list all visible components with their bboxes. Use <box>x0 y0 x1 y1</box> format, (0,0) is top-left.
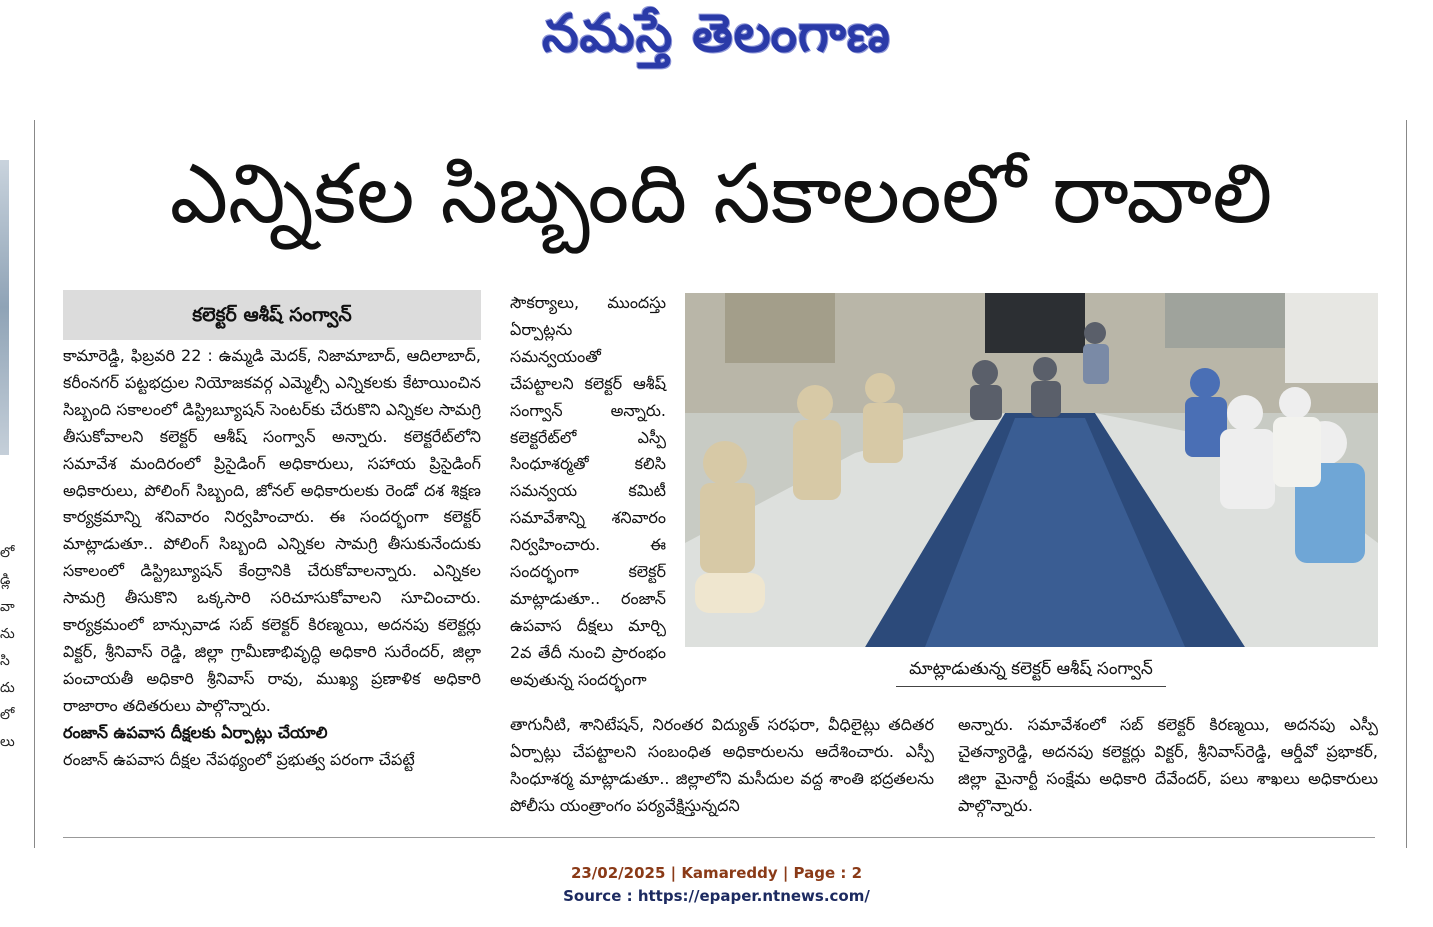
subheading: రంజాన్ ఉపవాస దీక్షలకు ఏర్పాట్లు చేయాలి <box>63 722 328 742</box>
meeting-photo <box>685 293 1378 647</box>
fragment-line: లో <box>0 707 15 723</box>
newspaper-logo: నమస్తే తెలంగాణ <box>542 4 891 64</box>
adjacent-column-fragment <box>0 545 15 761</box>
article-bottom-rule <box>63 837 1375 838</box>
fragment-line: దు <box>0 680 15 696</box>
masthead <box>0 0 1433 80</box>
fragment-line: డ్లి <box>0 572 11 588</box>
article-column-2: సౌకర్యాలు, ముందస్తు ఏర్పాట్లను సమన్వయంతో చేపట్టాలని కలెక్టర్ ఆశీష్ సంగ్వాన్ అన్నారు. కలెక్టరేట్‌లో ఎస్పీ సింధూశర్మతో కలిసి సమన్వయ కమిటీ సమావేశాన్ని శనివారం నిర్వహించారు. ఈ సందర్భంగా కలెక్టర్ మాట్లాడుతూ.. రంజాన్ ఉపవాస దీక్షలు మార్చి 2వ తేదీ నుంచి ప్రారంభం అవుతున్న సందర్భంగా <box>510 293 666 689</box>
footer-source-link[interactable]: Source : https://epaper.ntnews.com/ <box>563 887 870 905</box>
fragment-line: వా <box>0 599 15 615</box>
body-text: కామారెడ్డి, ఫిబ్రవరి 22 : ఉమ్మడి మెదక్, నిజామాబాద్, ఆదిలాబాద్, కరీంనగర్ పట్టభద్రుల నియోజకవర్గ ఎమ్మెల్సీ ఎన్నికలకు కేటాయించిన సిబ్బంది సకాలంలో డిస్ట్రిబ్యూషన్ సెంటర్‌కు చేరుకొని ఎన్నికల సామగ్రి తీసుకోవాలని కలెక్టర్ ఆశీష్ సంగ్వాన్ అన్నారు. కలెక్టరేట్‌లోని సమావేశ మందిరంలో ప్రిసైడింగ్ అధికారులు, సహాయ ప్రిసైడింగ్ అధికారులు, పోలింగ్ సిబ్బంది, జోనల్ అధికారులకు రెండో దశ శిక్షణ కార్యక్రమాన్ని శనివారం నిర్వహించారు. ఈ సందర్భంగా కలెక్టర్ మాట్లాడుతూ.. పోలింగ్ సిబ్బంది ఎన్నికల సామగ్రి తీసుకునేందుకు సకాలంలో డిస్ట్రిబ్యూషన్ కేంద్రానికి చేరుకోవాలన్నారు. ఎన్నికల సామగ్రి తీసుకొని ఒక్కసారి సరిచూసుకోవాలని సూచించారు. కార్యక్రమంలో బాన్సువాడ సబ్ కలెక్టర్ కిరణ్మయి, అదనపు కలెక్టర్లు విక్టర్, శ్రీనివాస్ రెడ్డి, జిల్లా గ్రామీణాభివృద్ధి అధికారి సురేందర్, జిల్లా పంచాయతీ అధికారి శ్రీనివాస్ రావు, ముఖ్య ప్రణాళిక అధికారి రాజారాం తదితరులు పాల్గొన్నారు. <box>63 346 481 715</box>
fragment-line: సి <box>0 653 10 669</box>
article-frame-right <box>1406 120 1407 848</box>
fragment-line: ను <box>0 626 15 642</box>
adjacent-photo-fragment <box>0 160 9 455</box>
fragment-line: లో <box>0 545 15 561</box>
fragment-line: లు <box>0 734 15 750</box>
meeting-photo-illustration <box>685 293 1378 647</box>
article-headline: ఎన్నికల సిబ్బంది సకాలంలో రావాలి <box>169 147 1273 242</box>
article-column-2-continued: తాగునీటి, శానిటేషన్, నిరంతర విద్యుత్ సరఫరా, వీధిలైట్లు తదితర ఏర్పాట్లు చేపట్టాలని సంబంధిత అధికారులను ఆదేశించారు. ఎస్పీ సింధూశర్మ మాట్లాడుతూ.. జిల్లాలోని మసీదుల వద్ద శాంతి భద్రతలను పోలీసు యంత్రాంగం పర్యవేక్షిస్తున్నదని <box>510 715 934 815</box>
footer-date-line: 23/02/2025 | Kamareddy | Page : 2 <box>570 864 863 882</box>
article-column-3: అన్నారు. సమావేశంలో సబ్ కలెక్టర్ కిరణ్మయి, అదనపు ఎస్పీ చైతన్యారెడ్డి, అదనపు కలెక్టర్లు విక్టర్, శ్రీనివాస్‌రెడ్డి, ఆర్డీవో ప్రభాకర్, జిల్లా మైనార్టీ సంక్షేమ అధికారి దేవేందర్, పలు శాఖలు అధికారులు పాల్గొన్నారు. <box>958 715 1378 815</box>
article-frame-left <box>34 120 35 848</box>
photo-caption: మాట్లాడుతున్న కలెక్టర్ ఆశీష్ సంగ్వాన్ <box>896 656 1166 687</box>
body-text: రంజాన్ ఉపవాస దీక్షల నేపథ్యంలో ప్రభుత్వ పరంగా చేపట్టే <box>63 749 415 769</box>
article-byline: కలెక్టర్ ఆశీష్ సంగ్వాన్ <box>63 290 481 340</box>
article-column-1 <box>63 343 481 774</box>
